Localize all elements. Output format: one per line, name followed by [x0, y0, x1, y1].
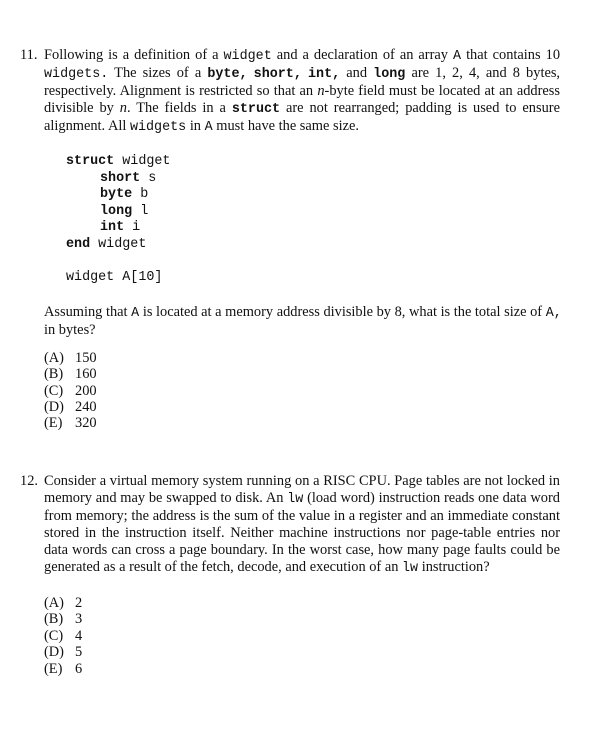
choice-label: (D): [44, 644, 64, 661]
code-line-field: [66, 220, 560, 237]
choice-d[interactable]: [44, 644, 560, 660]
choice-a[interactable]: [44, 350, 560, 366]
stem-text: Consider a virtual memory system running on a RISC CPU. Page tables are not locked in memory and may be swapped to disk. An: [44, 473, 560, 506]
code-identifier: b: [132, 187, 149, 203]
choice-value: 6: [75, 660, 83, 677]
choice-label: (C): [44, 382, 64, 399]
code-line-end: [66, 237, 560, 254]
stem-text: instruction?: [421, 559, 490, 575]
stem-text: and a declaration of an array: [276, 47, 448, 63]
code-term: lw: [402, 561, 419, 576]
prompt-text: is located at a memory address divisible by 8, what is the total size of: [142, 303, 543, 320]
type-keyword: struct: [231, 102, 281, 117]
stem-text: . The fields in a: [127, 100, 226, 116]
type-keyword: byte,: [207, 67, 248, 82]
stem-text: and: [346, 65, 368, 81]
stem-text: must have the same size.: [216, 118, 359, 134]
question-number: 12.: [20, 473, 38, 489]
code-block: [66, 154, 560, 287]
code-term: widgets.: [44, 67, 109, 82]
question-11-prompt: [20, 304, 564, 339]
question-12: [20, 473, 560, 677]
code-keyword: struct: [66, 154, 115, 169]
choice-label: (E): [44, 415, 63, 432]
choice-c[interactable]: [44, 628, 560, 644]
code-line-struct: [66, 154, 560, 171]
code-keyword: long: [100, 203, 133, 219]
code-keyword: int: [100, 220, 125, 236]
choice-value: 2: [75, 595, 83, 611]
code-keyword: byte: [100, 187, 133, 203]
stem-text: in: [189, 118, 202, 134]
choice-e[interactable]: [44, 415, 560, 431]
stem-text: that contains: [466, 47, 541, 63]
stem-text: 10: [545, 47, 561, 63]
prompt-text: in bytes?: [44, 321, 96, 338]
question-11-stem: [20, 47, 560, 136]
choice-value: 320: [75, 415, 97, 432]
code-line-field: [66, 204, 560, 221]
code-term: widget: [223, 49, 272, 64]
code-identifier: widget: [90, 236, 147, 252]
choice-label: (B): [44, 366, 64, 383]
code-identifier: i: [124, 220, 141, 236]
code-identifier: l: [132, 203, 149, 219]
code-identifier: s: [140, 170, 157, 186]
question-12-stem: [20, 473, 560, 577]
choice-a[interactable]: [44, 595, 560, 611]
type-keyword: short,: [253, 67, 302, 82]
choice-value: 160: [75, 366, 97, 383]
code-spacer: [66, 254, 560, 271]
choice-e[interactable]: [44, 661, 560, 677]
code-line-field: [66, 171, 560, 188]
choice-value: 5: [75, 644, 83, 661]
type-keyword: int,: [308, 67, 341, 82]
question-number: 11.: [20, 47, 38, 63]
code-line-declaration: widget A[10]: [66, 270, 163, 286]
choice-label: (A): [44, 595, 64, 611]
stem-text: (load word) instruction reads one data word from memory; the address is the sum of the value in a register and an immediate constant stored in the instruction itself. Neither machine instructions nor page-table entries nor data words can cross a page boundary. In the worst case, how many page faults could be generated as a result of the fetch, decode, and execution of an: [44, 490, 560, 575]
question-11: [20, 47, 560, 432]
code-term: widgets: [129, 120, 187, 135]
choice-label: (E): [44, 660, 63, 677]
choice-value: 200: [75, 382, 97, 399]
choice-label: (D): [44, 398, 64, 415]
choice-c[interactable]: [44, 383, 560, 399]
choice-d[interactable]: [44, 399, 560, 415]
choice-value: 240: [75, 398, 97, 415]
math-variable: n: [119, 100, 127, 116]
choice-value: 150: [75, 349, 97, 366]
prompt-text: Assuming that: [44, 303, 128, 320]
choice-b[interactable]: [44, 366, 560, 382]
code-line-field: [66, 187, 560, 204]
stem-text: Following is a definition of a: [44, 47, 219, 63]
stem-text: -byte field must be located at an address divisible by: [44, 83, 560, 116]
code-term: A: [131, 305, 140, 321]
choice-label: (B): [44, 611, 64, 628]
choice-value: 3: [75, 611, 83, 628]
answer-choices: [20, 350, 560, 432]
choice-label: (A): [44, 349, 64, 366]
code-term: lw: [287, 492, 304, 507]
code-identifier: widget: [114, 154, 171, 169]
stem-text: The sizes of a: [114, 65, 202, 81]
stem-text: are 1, 2, 4, and 8 bytes, respectively. Alignment is restricted so that an: [44, 65, 561, 99]
stem-text: are not rearranged; padding is used to ensure alignment. All: [44, 100, 560, 134]
choice-b[interactable]: [44, 611, 560, 627]
code-term: A: [204, 120, 213, 135]
choice-value: 4: [75, 627, 83, 644]
choice-label: (C): [44, 627, 64, 644]
code-keyword: short: [100, 170, 141, 186]
code-term: A: [453, 49, 462, 64]
code-term: A,: [545, 305, 562, 321]
math-variable: n: [317, 83, 325, 99]
code-keyword: end: [66, 236, 91, 252]
answer-choices: [20, 595, 560, 677]
type-keyword: long: [373, 67, 406, 82]
